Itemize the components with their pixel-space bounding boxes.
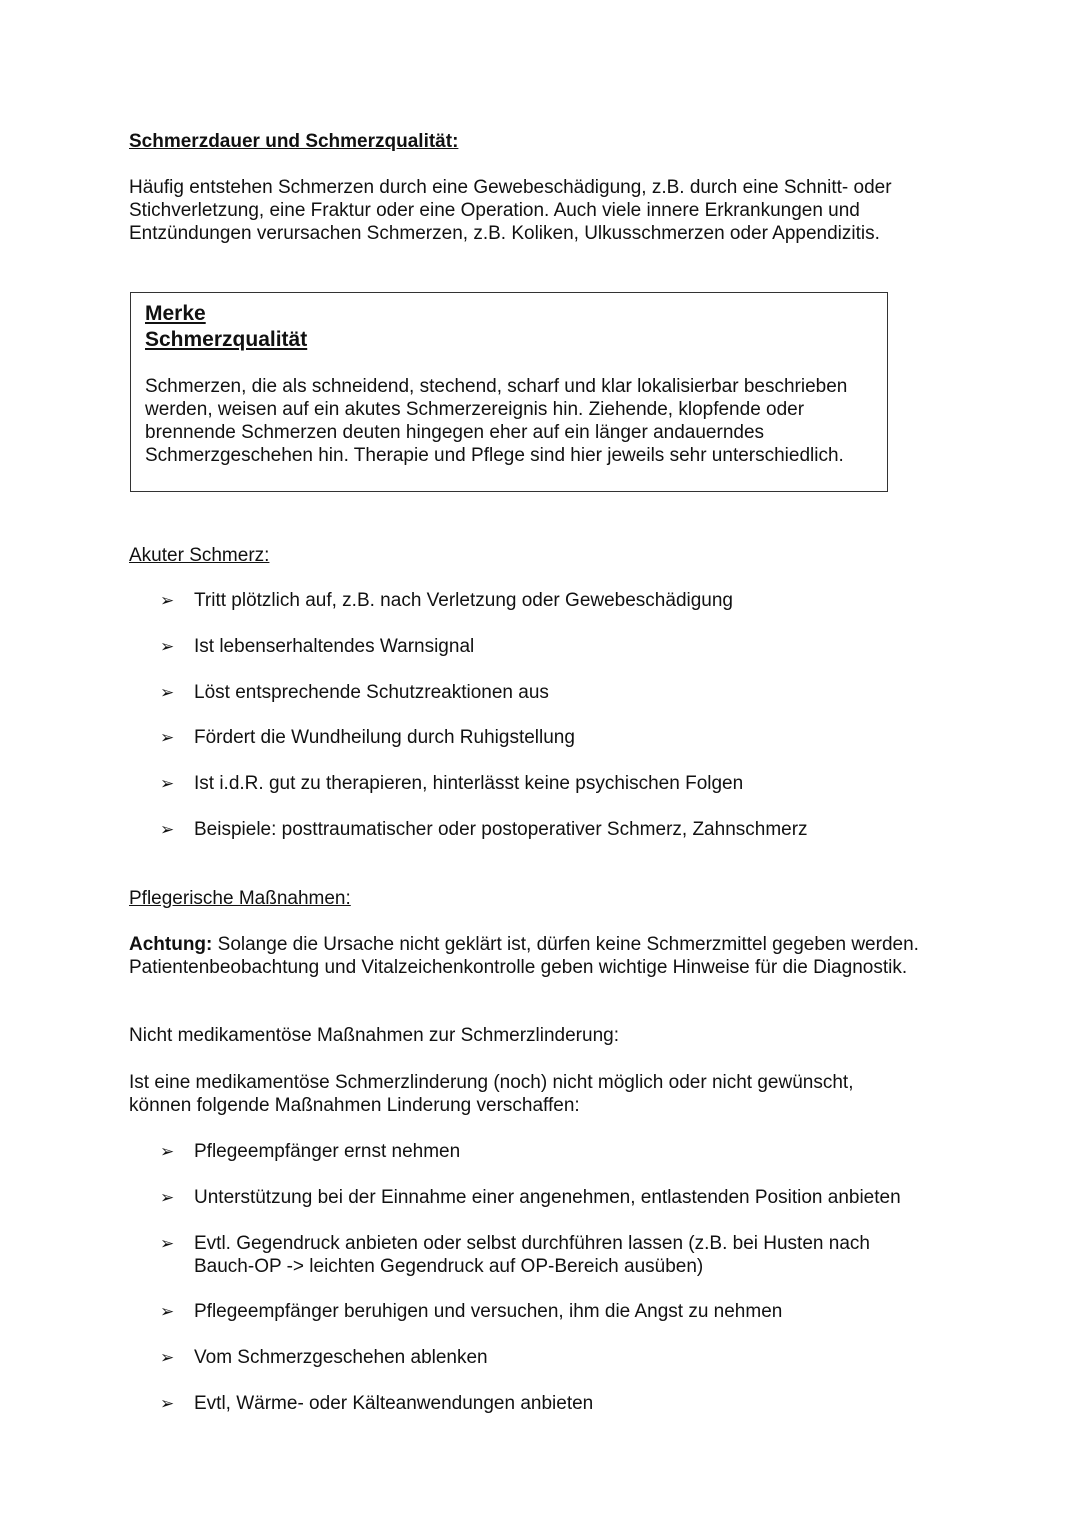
akut-heading: Akuter Schmerz: xyxy=(129,545,270,566)
achtung-paragraph xyxy=(129,933,929,979)
arrow-bullet-icon: ➢ xyxy=(160,774,175,793)
nicht-med-heading: Nicht medikamentöse Maßnahmen zur Schmerzlinderung: xyxy=(129,1025,619,1046)
arrow-bullet-icon: ➢ xyxy=(160,1302,175,1321)
arrow-bullet-icon: ➢ xyxy=(160,820,175,839)
achtung-text: Solange die Ursache nicht geklärt ist, dürfen keine Schmerzmittel gegeben werden. Patientenbeobachtung und Vitalzeichenkontrolle geben wichtige Hinweise für die Diagnostik. xyxy=(129,934,919,978)
pflege-heading: Pflegerische Maßnahmen: xyxy=(129,888,351,909)
arrow-bullet-icon: ➢ xyxy=(160,1188,175,1207)
section-heading: Schmerzdauer und Schmerzqualität: xyxy=(129,131,459,152)
merke-text: Schmerzen, die als schneidend, stechend, scharf und klar lokalisierbar beschrieben werden, weisen auf ein akutes Schmerzereignis hin. Ziehende, klopfende oder brennende Schmerzen deuten hingegen eher auf ein länger andauerndes Schmerzgeschehen hin. Therapie und Pflege sind hier jeweils sehr unterschiedlich. xyxy=(145,376,848,466)
arrow-bullet-icon: ➢ xyxy=(160,1348,175,1367)
arrow-bullet-icon: ➢ xyxy=(160,1234,175,1253)
merke-label: Merke xyxy=(145,302,206,325)
intro-paragraph: Häufig entstehen Schmerzen durch eine Gewebeschädigung, z.B. durch eine Schnitt- oder Stichverletzung, eine Fraktur oder eine Operation. Auch viele innere Erkrankungen und Entzündungen verursachen Schmerzen, z.B. Koliken, Ulkusschmerzen oder Appendizitis. xyxy=(129,177,892,244)
arrow-bullet-icon: ➢ xyxy=(160,1142,175,1161)
arrow-bullet-icon: ➢ xyxy=(160,683,175,702)
arrow-bullet-icon: ➢ xyxy=(160,1394,175,1413)
document-page: Schmerzdauer und Schmerzqualität: Häufig entstehen Schmerzen durch eine Gewebeschädigung, z.B. durch eine Schnitt- oder Stichverletzung, eine Fraktur oder eine Operation. Auch viele innere Erkrankungen und Entzündungen verursachen Schmerzen, z.B. Koliken, Ulkusschmerzen oder Appendizitis. Merke Schmerzqualität Schmerzen, die als schneidend, stechend, scharf und klar lokalisierbar beschrieben werden, weisen auf ein akutes Schmerzereignis hin. Ziehende, klopfende oder brennende Schmerzen deuten hingegen eher auf ein länger andauerndes Schmerzgeschehen hin. Therapie und Pflege sind hier jeweils sehr unterschiedlich. Akuter Schmerz: ➢ Tritt plötzlich auf, z.B. nach Verletzung oder Gewebeschädigung ➢ Ist lebenserhaltendes Warnsignal ➢ Löst entsprechende Schutzreaktionen aus ➢ Fördert die Wundheilung durch Ruhigstellung ➢ Ist i.d.R. gut zu therapieren, hinterlässt keine psychischen Folgen ➢ Beispiele: posttraumatischer oder postoperativer Schmerz, Zahnschmerz Pflegerische Maßnahmen: Achtung: Solange die Ursache nicht geklärt ist, dürfen keine Schmerzmittel gegeben werden. Patientenbeobachtung und Vitalzeichenkontrolle geben wichtige Hinweise für die Diagnostik. Nicht medikamentöse Maßnahmen zur Schmerzlinderung: Ist eine medikamentöse Schmerzlinderung (noch) nicht möglich oder nicht gewünscht, können folgende Maßnahmen Linderung verschaffen: ➢ Pflegeempfänger ernst nehmen ➢ Unterstützung bei der Einnahme einer angenehmen, entlastenden Position anbieten ➢ Evtl. Gegendruck anbieten oder selbst durchführen lassen (z.B. bei Husten nach Bauch-OP -> leichten Gegendruck auf OP-Bereich ausüben) ➢ Pflegeempfänger beruhigen und versuchen, ihm die Angst zu nehmen ➢ Vom Schmerzgeschehen ablenken ➢ Evtl, Wärme- oder Kälteanwendungen anbieten xyxy=(0,0,1080,1527)
achtung-label: Achtung: xyxy=(129,934,213,955)
arrow-bullet-icon: ➢ xyxy=(160,728,175,747)
merke-box xyxy=(130,292,888,492)
arrow-bullet-icon: ➢ xyxy=(160,591,175,610)
nicht-med-intro: Ist eine medikamentöse Schmerzlinderung (noch) nicht möglich oder nicht gewünscht, können folgende Maßnahmen Linderung verschaffen: xyxy=(129,1072,854,1116)
merke-title: Schmerzqualität xyxy=(145,328,308,351)
arrow-bullet-icon: ➢ xyxy=(160,637,175,656)
